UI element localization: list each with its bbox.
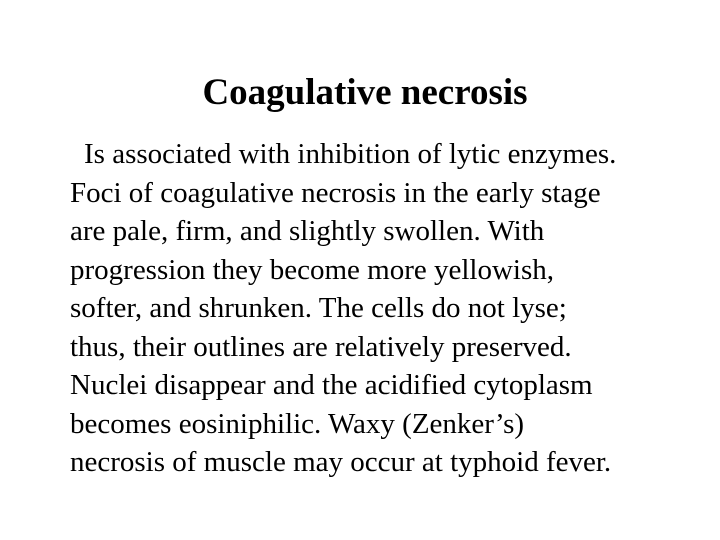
body-line: Foci of coagulative necrosis in the early stage [70, 176, 601, 209]
body-line: necrosis of muscle may occur at typhoid fever. [70, 446, 612, 478]
body-line: softer, and shrunken. The cells do not lyse; [70, 292, 567, 324]
slide-body [70, 135, 685, 482]
body-line: are pale, firm, and slightly swollen. With [70, 215, 545, 247]
body-line: Nuclei disappear and the acidified cytoplasm [70, 369, 593, 401]
slide-title: Coagulative necrosis [202, 72, 528, 113]
body-line: Is associated with inhibition of lytic enzymes. [84, 138, 617, 170]
body-line: thus, their outlines are relatively preserved. [70, 330, 572, 363]
body-line: becomes eosiniphilic. Waxy (Zenker’s) [70, 407, 525, 440]
body-line: progression they become more yellowish, [70, 253, 555, 286]
